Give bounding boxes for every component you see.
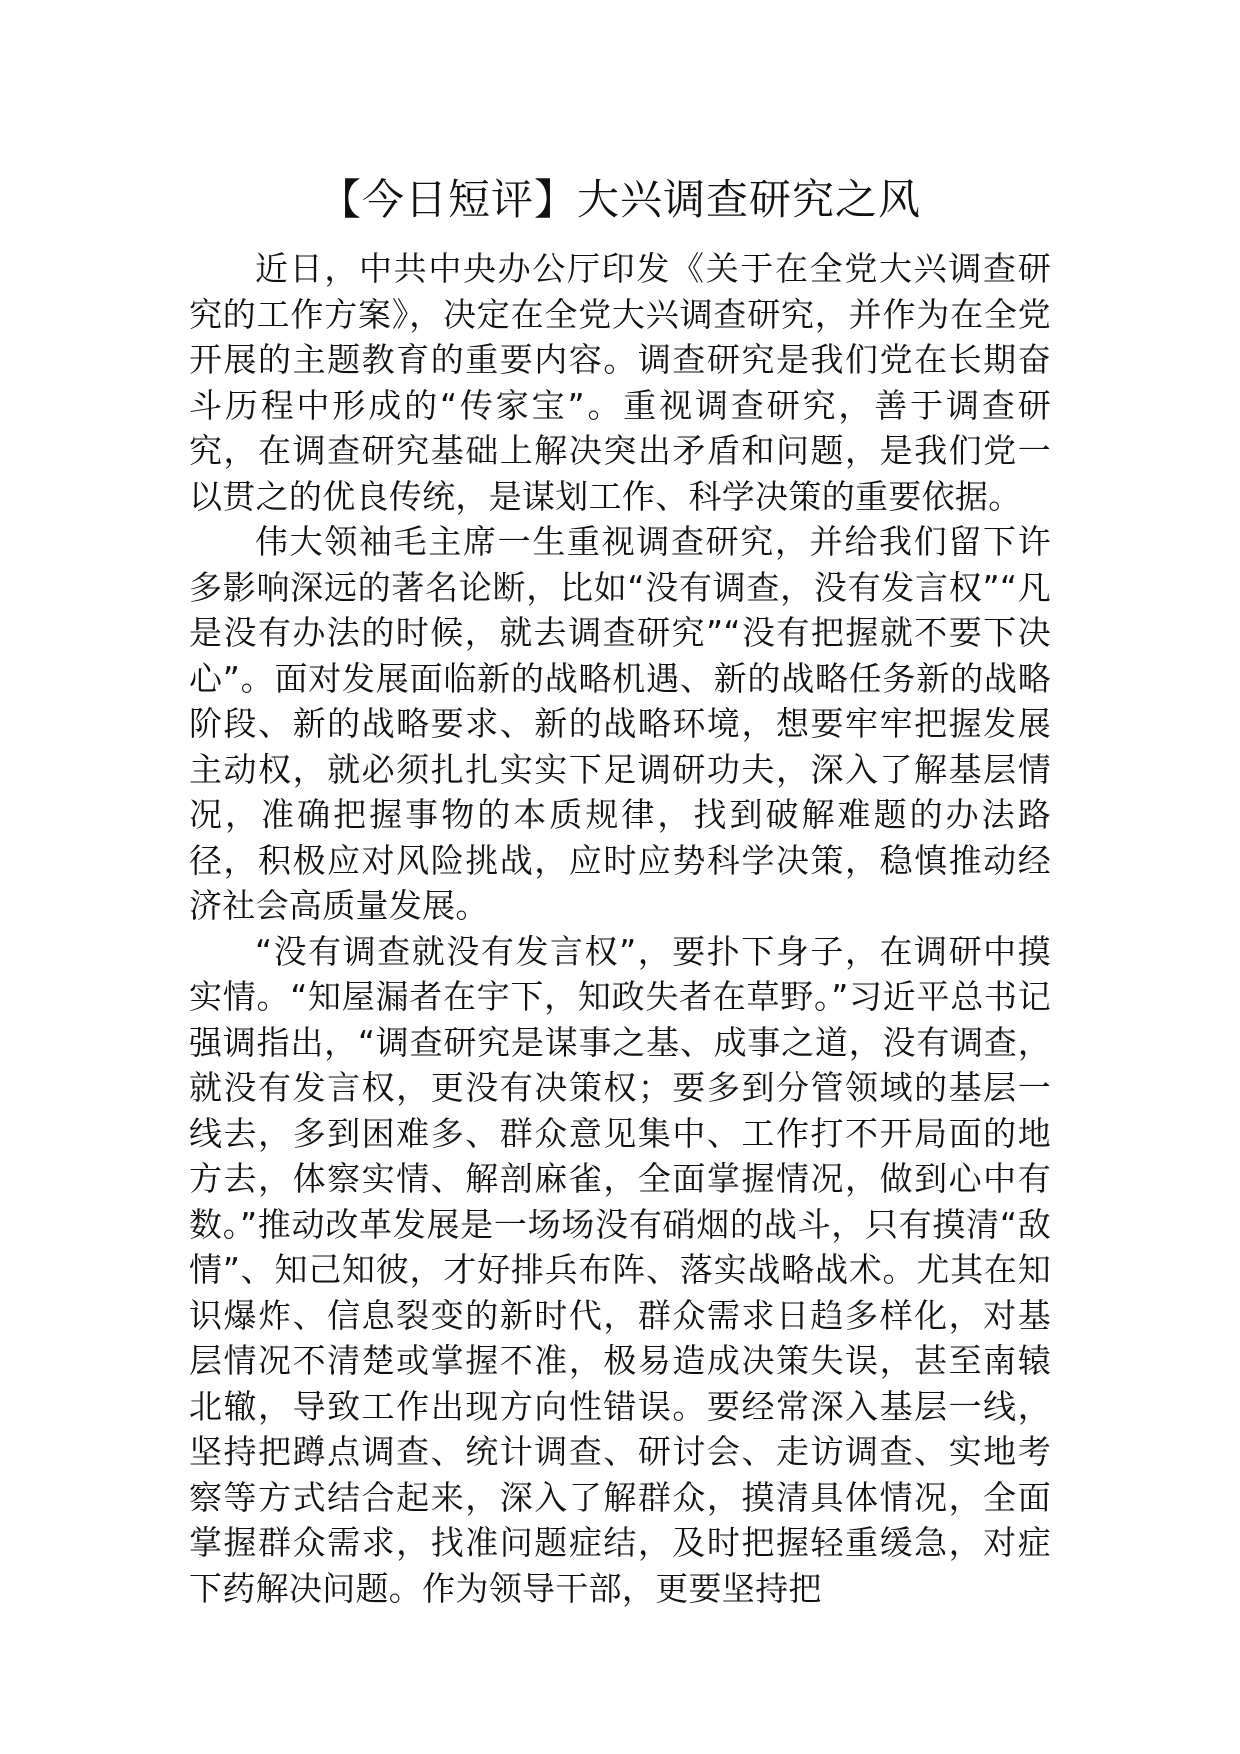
paragraph-3: “没有调查就没有发言权”，要扑下身子，在调研中摸实情。“知屋漏者在宇下，知政失者在草野。”习近平总书记强调指出，“调查研究是谋事之基、成事之道，没有调查，就没有发言权，更没有决策权；要多到分管领域的基层一线去，多到困难多、群众意见集中、工作打不开局面的地方去，体察实情、解剖麻雀，全面掌握情况，做到心中有数。”推动改革发展是一场场没有硝烟的战斗，只有摸清“敌情”、知己知彼，才好排兵布阵、落实战略战术。尤其在知识爆炸、信息裂变的新时代，群众需求日趋多样化，对基层情况不清楚或掌握不准，极易造成决策失误，甚至南辕北辙，导致工作出现方向性错误。要经常深入基层一线，坚持把蹲点调查、统计调查、研讨会、走访调查、实地考察等方式结合起来，深入了解群众，摸清具体情况，全面掌握群众需求，找准问题症结，及时把握轻重缓急，对症下药解决问题。作为领导干部，更要坚持把 <box>189 931 1051 1608</box>
paragraph-2: 伟大领袖毛主席一生重视调查研究，并给我们留下许多影响深远的著名论断，比如“没有调查，没有发言权”“凡是没有办法的时候，就去调查研究”“没有把握就不要下决心”。面对发展面临新的战略机遇、新的战略任务新的战略阶段、新的战略要求、新的战略环境，想要牢牢把握发展主动权，就必须扎扎实实下足调研功夫，深入了解基层情况，准确把握事物的本质规律，找到破解难题的办法路径，积极应对风险挑战，应时应势科学决策，稳慎推动经济社会高质量发展。 <box>189 522 1051 925</box>
document-body <box>189 246 1051 1611</box>
document-page <box>189 0 1051 1754</box>
document-title: 【今日短评】大兴调查研究之风 <box>318 175 921 224</box>
paragraph-1: 近日，中共中央办公厅印发《关于在全党大兴调查研究的工作方案》，决定在全党大兴调查研究，并作为在全党开展的主题教育的重要内容。调查研究是我们党在长期奋斗历程中形成的“传家宝”。重视调查研究，善于调查研究，在调查研究基础上解决突出矛盾和问题，是我们党一以贯之的优良传统，是谋划工作、科学决策的重要依据。 <box>189 249 1051 516</box>
